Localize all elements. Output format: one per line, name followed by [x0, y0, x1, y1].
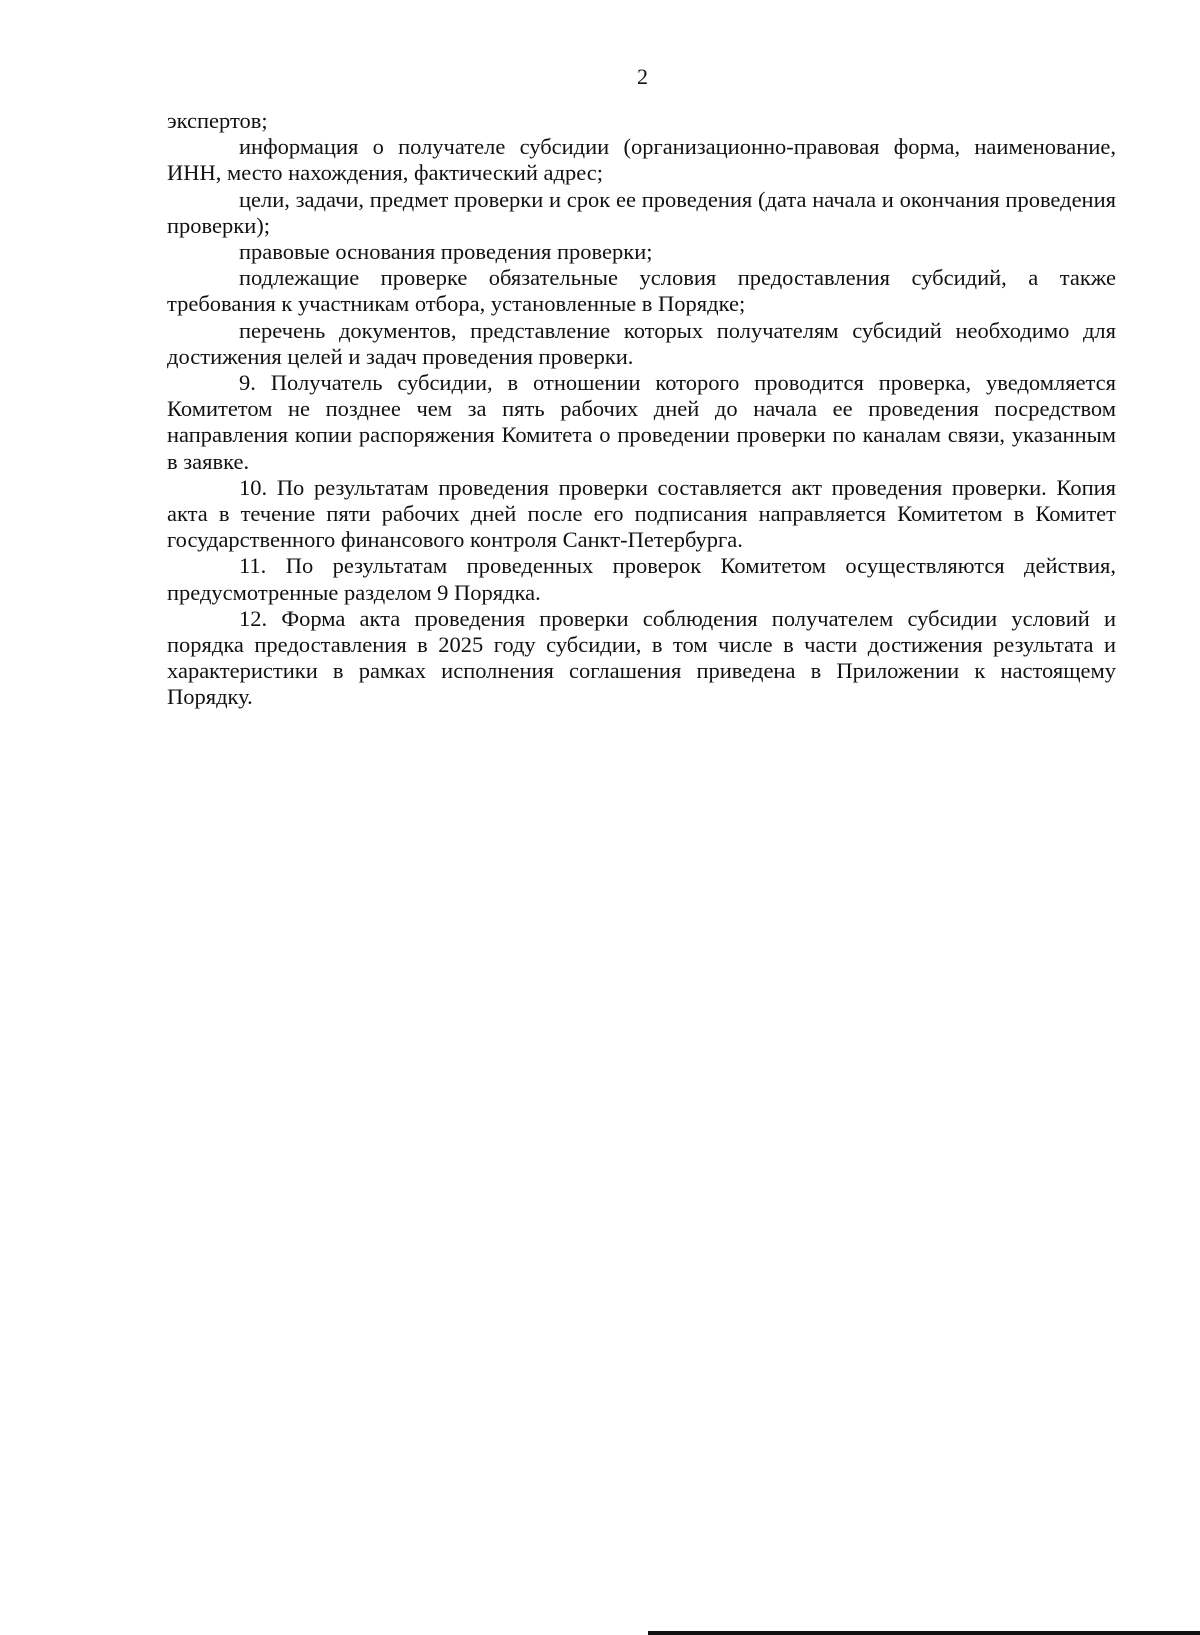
paragraph-item-10: 10. По результатам проведения проверки составляется акт проведения проверки. Копия акта в течение пяти рабочих дней после его подписания направляется Комитетом в Комитет государственного финансового контроля Санкт-Петербурга.	[167, 474, 1116, 553]
paragraph-conditions: подлежащие проверке обязательные условия предоставления субсидий, а также требования к участникам отбора, установленные в Порядке;	[167, 265, 1116, 317]
page-number: 2	[637, 64, 648, 89]
paragraph-item-9: 9. Получатель субсидии, в отношении которого проводится проверка, уведомляется Комитетом не позднее чем за пять рабочих дней до начала ее проведения посредством направления копии распоряжения Комитета о проведении проверки по каналам связи, указанным в заявке.	[167, 370, 1116, 474]
paragraph-documents-list: перечень документов, представление которых получателям субсидий необходимо для достижения целей и задач проведения проверки.	[167, 317, 1116, 369]
scan-edge-line	[648, 1631, 1200, 1635]
paragraph-item-11: 11. По результатам проведенных проверок Комитетом осуществляются действия, предусмотренные разделом 9 Порядка.	[167, 553, 1116, 605]
paragraph-goals-tasks: цели, задачи, предмет проверки и срок ее проведения (дата начала и окончания проведения проверки);	[167, 186, 1116, 238]
paragraph-item-12: 12. Форма акта проведения проверки соблюдения получателем субсидии условий и порядка предоставления в 2025 году субсидии, в том числе в части достижения результата и характеристики в рамках исполнения соглашения приведена в Приложении к настоящему Порядку.	[167, 605, 1116, 710]
paragraph-experts-continuation: экспертов;	[167, 108, 268, 133]
document-body	[167, 108, 1116, 711]
paragraph-legal-grounds: правовые основания проведения проверки;	[239, 239, 653, 265]
paragraph-recipient-info: информация о получателе субсидии (организационно-правовая форма, наименование, ИНН, место нахождения, фактический адрес;	[167, 134, 1116, 186]
